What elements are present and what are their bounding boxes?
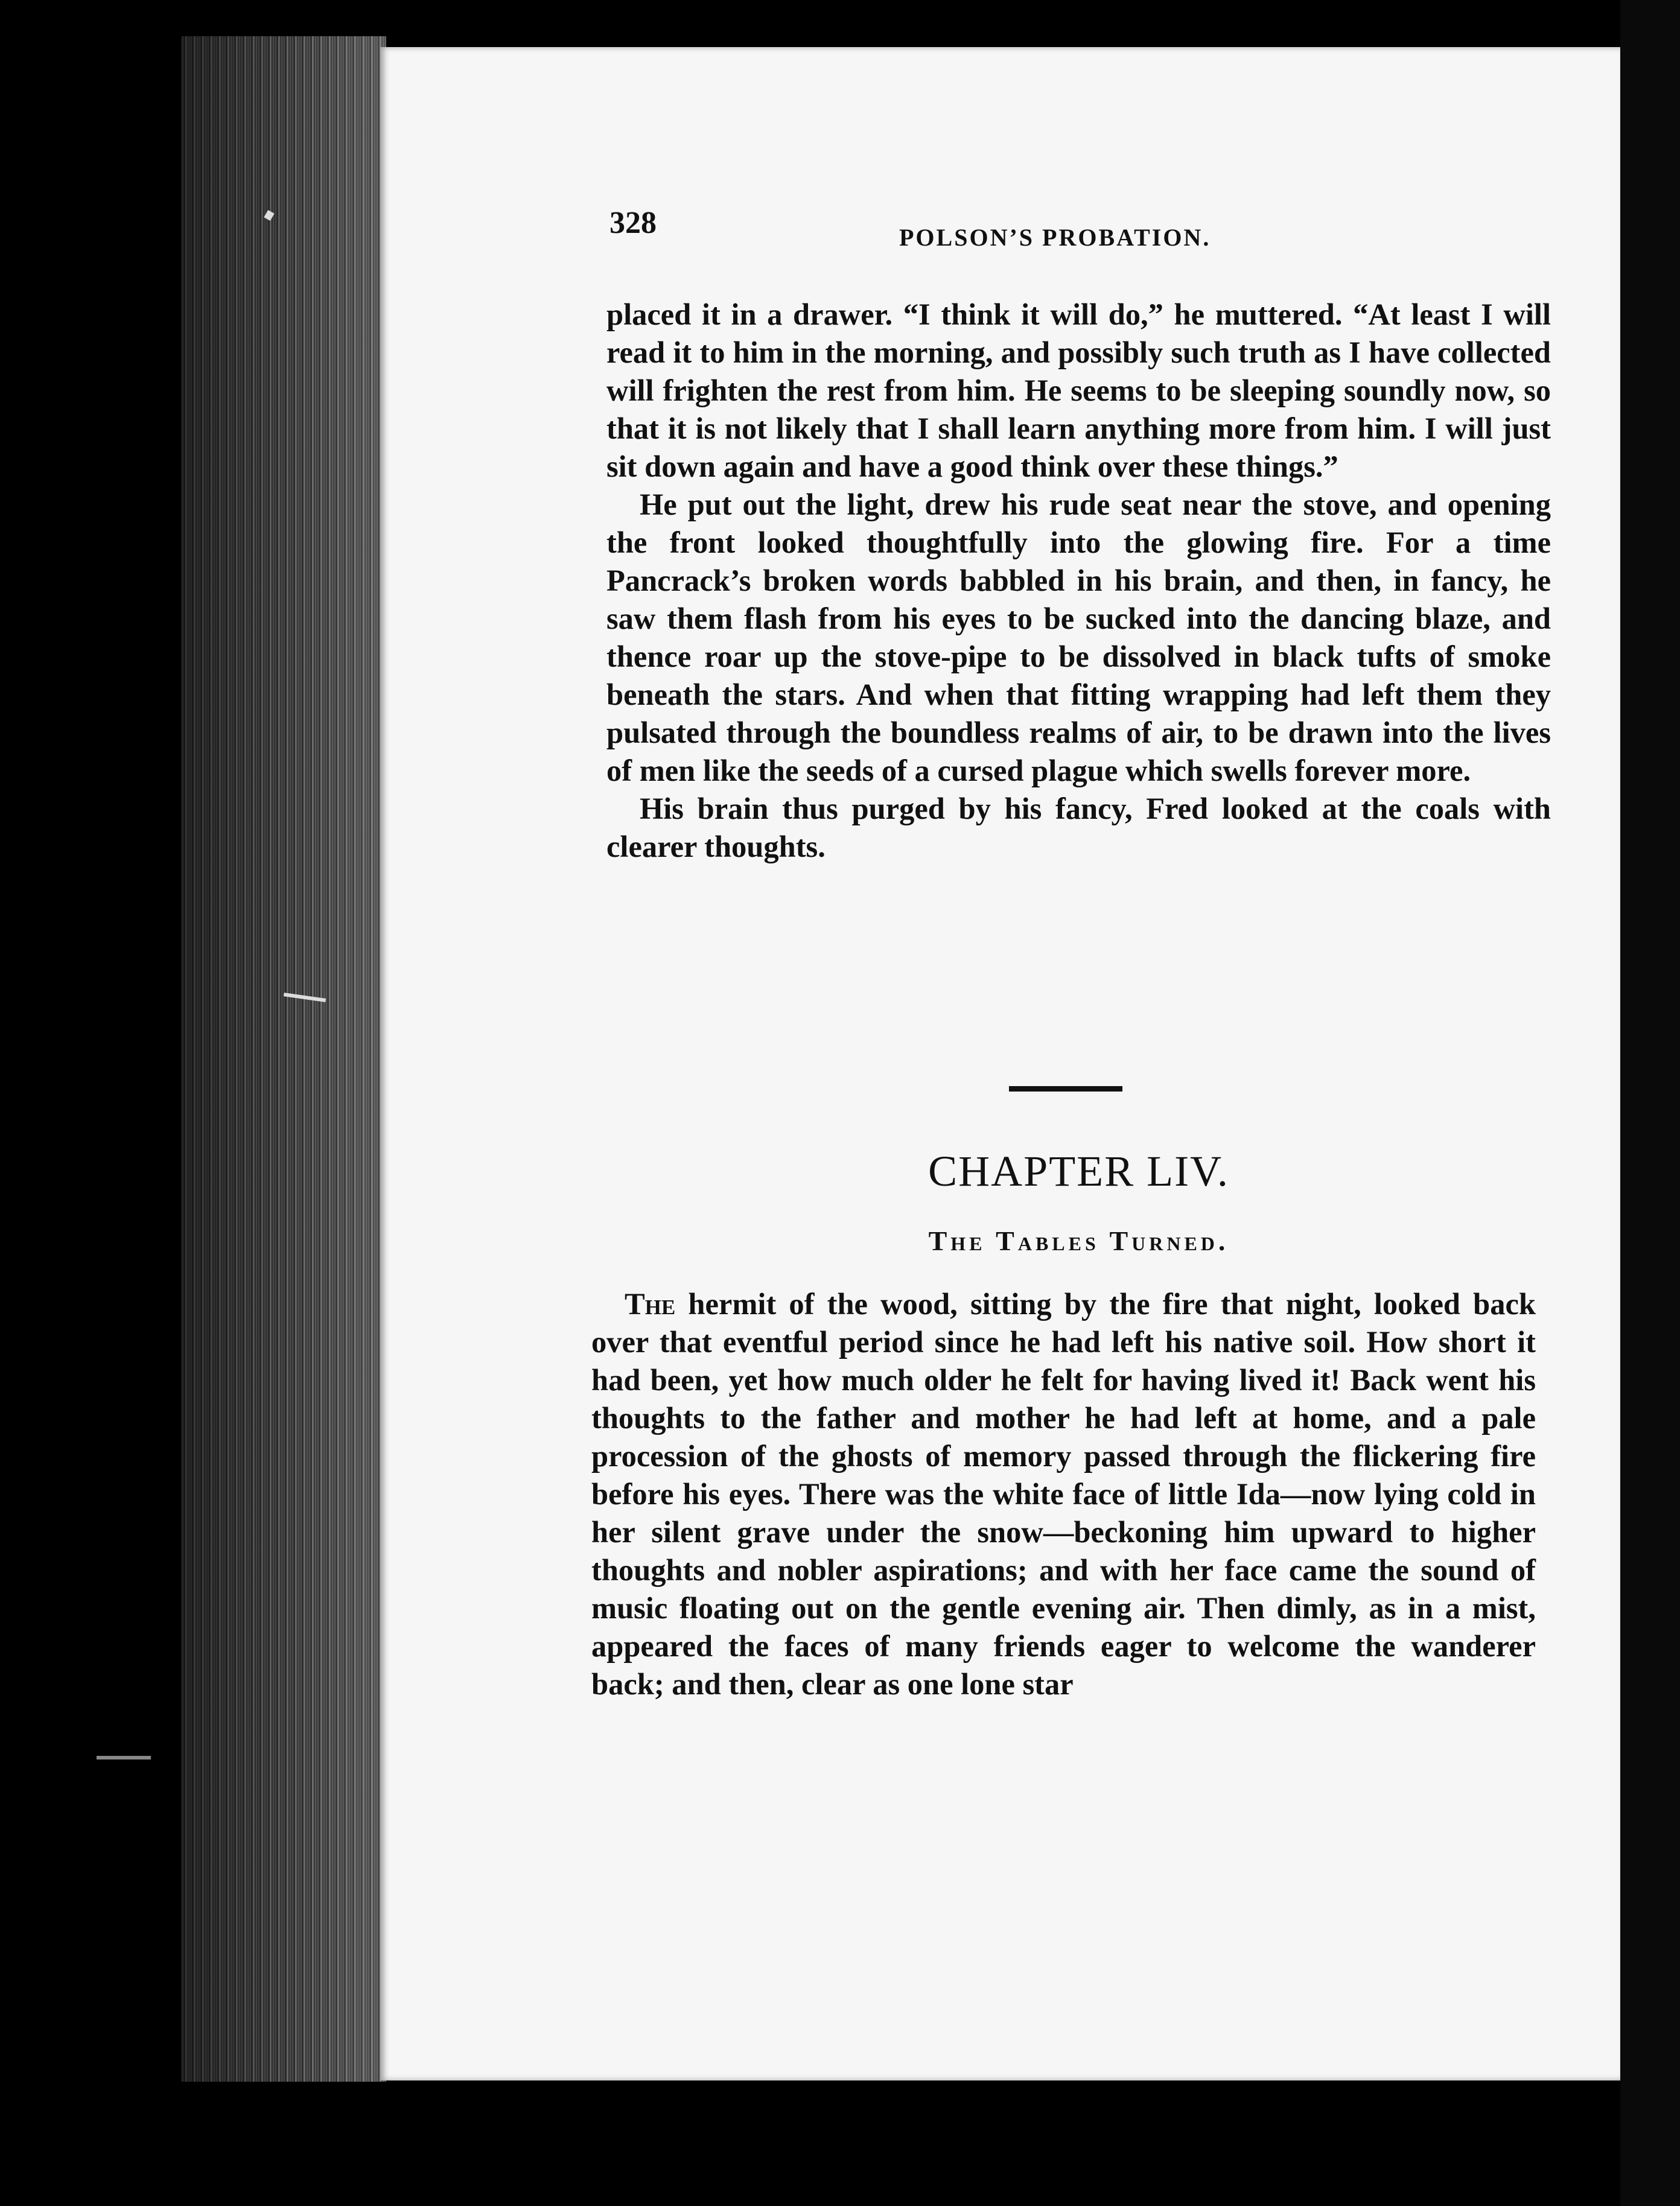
- text-block-top: [606, 296, 1551, 866]
- running-header: [609, 205, 1267, 259]
- chapter-title: The Tables Turned.: [928, 1225, 1229, 1256]
- right-margin-shadow: [1620, 0, 1680, 2206]
- opening-word: The: [625, 1287, 676, 1321]
- paragraph-body: hermit of the wood, sitting by the fire that night, looked back over that eventful period since he had left his native soil. How short it had been, yet how much older he felt for having lived it! Back went his thoughts to the father and mother he had left at home, and a pale procession of the ghosts of memory passed through the flickering fire before his eyes. There was the white face of little Ida—now lying cold in her silent grave under the snow—beckoning him upward to higher thoughts and nobler aspirations; and with her face came the sound of music floating out on the gentle evening air. Then dimly, as in a mist, appeared the faces of many friends eager to welcome the wanderer back; and then, clear as one lone star: [591, 1287, 1536, 1701]
- paragraph: placed it in a drawer. “I think it will do,” he muttered. “At least I will read it to him in the morning, and possibly such truth as I have collected will frighten the rest from him. He seems to be sleeping soundly now, so that it is not likely that I shall learn anything more from him. I will just sit down again and have a good think over these things.”: [606, 297, 1551, 483]
- book-page-edges: [181, 36, 386, 2082]
- page-edge-speck: [97, 1756, 151, 1759]
- running-title: POLSON’S PROBATION.: [899, 224, 1211, 251]
- paragraph: His brain thus purged by his fancy, Fred looked at the coals with clearer thoughts.: [606, 792, 1551, 863]
- paragraph: He put out the light, drew his rude seat near the stove, and opening the front looked thoughtfully into the glowing fire. For a time Pancrack’s broken words babbled in his brain, and then, in fancy, he saw them flash from his eyes to be sucked into the dancing blaze, and thence roar up the stove-pipe to be dissolved in black tufts of smoke beneath the stars. And when that fitting wrapping had left them they pulsated through the boundless realms of air, to be drawn into the lives of men like the seeds of a cursed plague which swells forever more.: [606, 488, 1551, 787]
- section-divider-rule: [1009, 1086, 1122, 1092]
- text-block-chapter: [591, 1285, 1536, 1703]
- page-number: 328: [609, 206, 657, 240]
- paragraph: [591, 1285, 1536, 1703]
- chapter-heading: CHAPTER LIV.: [928, 1147, 1229, 1195]
